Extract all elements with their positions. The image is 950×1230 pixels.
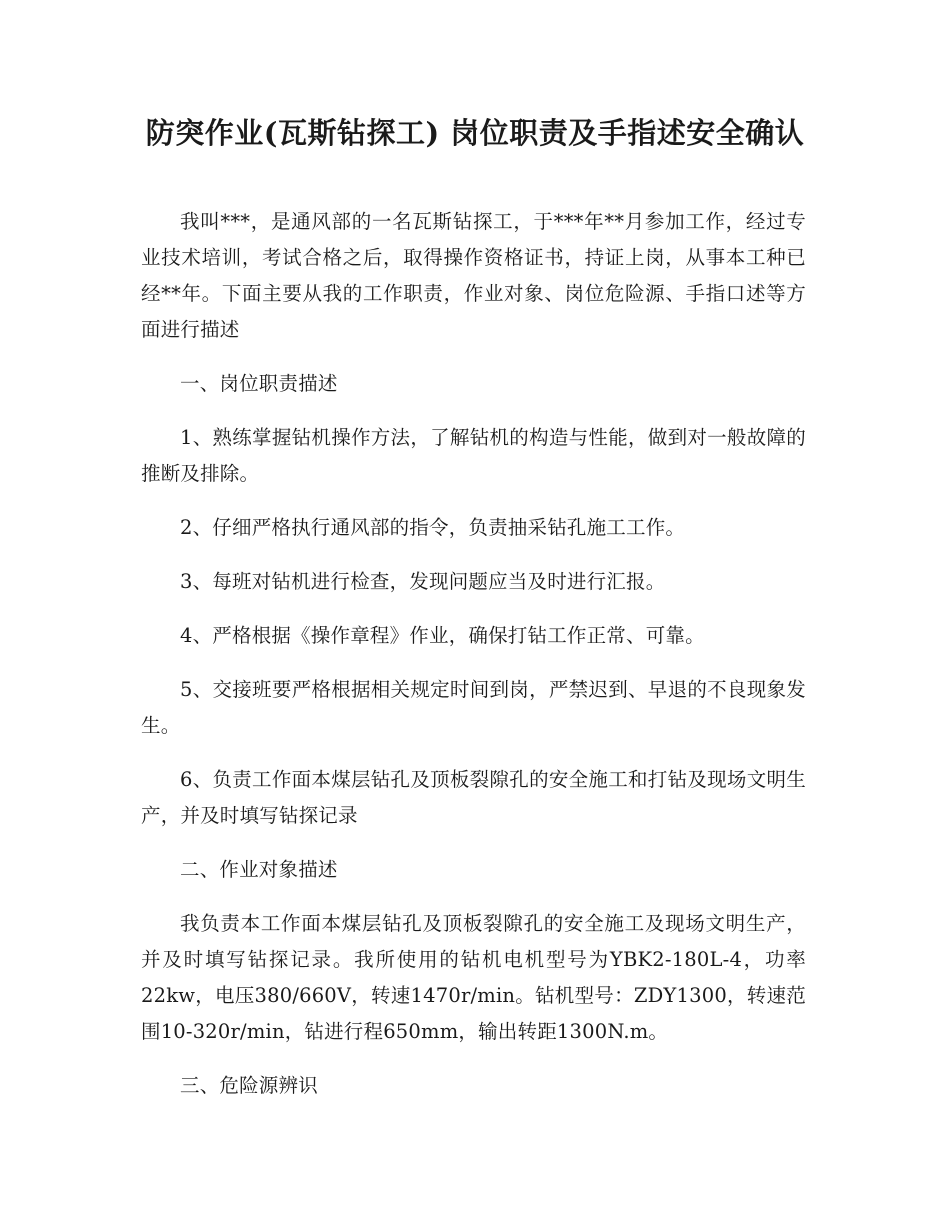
duty-item-2: 2、仔细严格执行通风部的指令，负责抽采钻孔施工工作。	[180, 516, 686, 539]
duty-item-1: 1、熟练掌握钻机操作方法，了解钻机的构造与性能，做到对一般故障的推断及排除。	[141, 426, 806, 485]
section-heading-hazards: 三、危险源辨识	[180, 1074, 318, 1097]
duty-item-5: 5、交接班要严格根据相关规定时间到岗，严禁迟到、早退的不良现象发生。	[141, 678, 806, 737]
document-title: 防突作业(瓦斯钻探工) 岗位职责及手指述安全确认	[145, 116, 805, 150]
document-body	[141, 204, 806, 1122]
intro-paragraph: 我叫***，是通风部的一名瓦斯钻探工，于***年**月参加工作，经过专业技术培训，考试合格之后，取得操作资格证书，持证上岗，从事本工种已经**年。下面主要从我的工作职责，作业对象、岗位危险源、手指口述等方面进行描述	[141, 210, 806, 341]
duty-item-3: 3、每班对钻机进行检查，发现问题应当及时进行汇报。	[180, 570, 666, 593]
duty-item-6: 6、负责工作面本煤层钻孔及顶板裂隙孔的安全施工和打钻及现场文明生产，并及时填写钻探记录	[141, 768, 806, 827]
duty-item-4: 4、严格根据《操作章程》作业，确保打钻工作正常、可靠。	[180, 624, 705, 647]
section-heading-duties: 一、岗位职责描述	[180, 372, 338, 395]
section-heading-work-object: 二、作业对象描述	[180, 858, 338, 881]
work-object-paragraph: 我负责本工作面本煤层钻孔及顶板裂隙孔的安全施工及现场文明生产，并及时填写钻探记录。我所使用的钻机电机型号为YBK2-180L-4，功率22kw，电压380/660V，转速1470r/min。钻机型号：ZDY1300，转速范围10-320r/min，钻进行程650mm，输出转距1300N.m。	[141, 912, 806, 1043]
